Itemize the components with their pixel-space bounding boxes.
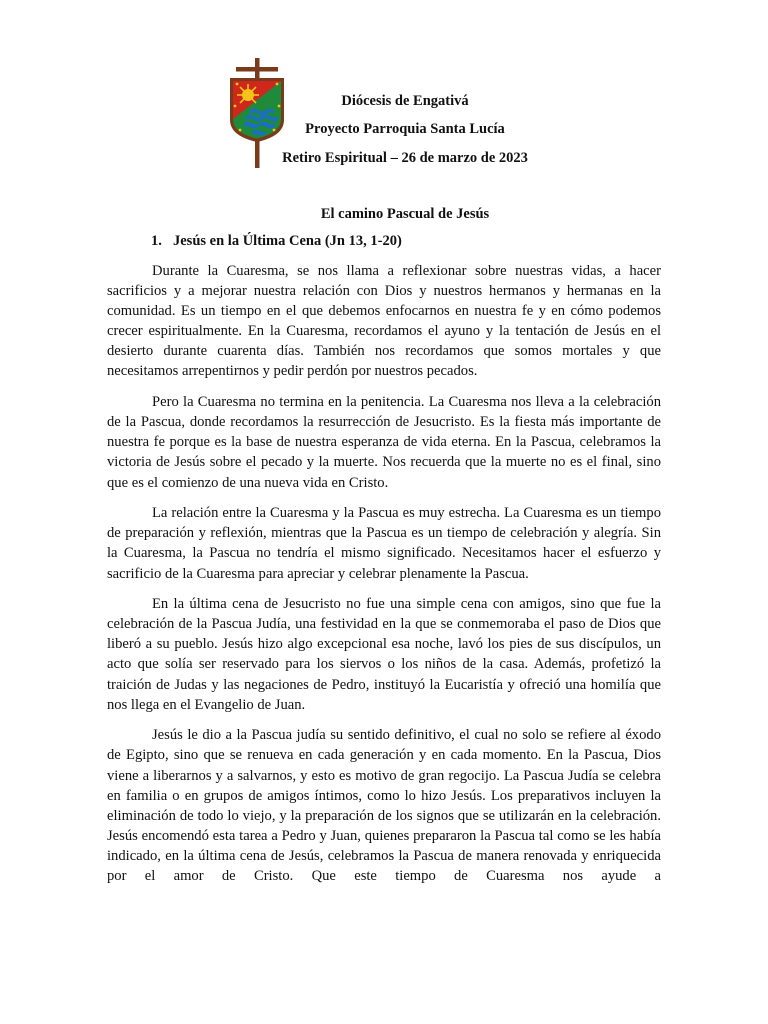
paragraph: Jesús le dio a la Pascua judía su sentido definitivo, el cual no solo se refiere al éxodo de Egipto, sino que se renueva en cada generación y en cada momento. En la Pascua, Dios viene a liberarnos y a salvarnos, y esto es motivo de gran regocijo. La Pascua Judía se celebra en familia o en grupos de amigos íntimos, como lo hizo Jesús. Los preparativos incluyen la eliminación de todo lo viejo, y la preparación de los signos que se utilizarán en la celebración. Jesús encomendó esta tarea a Pedro y Juan, quienes prepararon la Pascua tal como se les había indicado, en la última cena de Jesús, celebramos la Pascua de manera renovada y enriquecida por el amor de Cristo. Que este tiempo de Cuaresma nos ayude a [107, 727, 661, 884]
paragraph: En la última cena de Jesucristo no fue una simple cena con amigos, sino que fue la celebración de la Pascua Judía, una festividad en la que se conmemoraba el paso de Dios que liberó a su pueblo. Jesús hizo algo excepcional esa noche, lavó los pies de sus discípulos, un acto que solía ser reservado para los siervos o los niños de la casa. Además, profetizó la traición de Judas y las negaciones de Pedro, instituyó la Eucaristía y ofreció una homilía que nos llega en el Evangelio de Juan. [107, 596, 661, 713]
parish-project: Proyecto Parroquia Santa Lucía [305, 121, 505, 137]
section-title: Jesús en la Última Cena (Jn 13, 1-20) [173, 233, 402, 249]
paragraph: La relación entre la Cuaresma y la Pascua es muy estrecha. La Cuaresma es un tiempo de preparación y reflexión, mientras que la Pascua es un tiempo de celebración y alegría. Sin la Cuaresma, la Pascua no tendría el mismo significado. Necesitamos hacer el esfuerzo y sacrificio de la Cuaresma para apreciar y celebrar plenamente la Pascua. [107, 505, 661, 582]
paragraph: Pero la Cuaresma no termina en la penitencia. La Cuaresma nos lleva a la celebración de la Pascua, donde recordamos la resurrección de Jesucristo. Es la fiesta más importante de nuestra fe porque es la base de nuestra esperanza de vida eterna. En la Pascua, celebramos la victoria de Jesús sobre el pecado y la muerte. Nos recuerda que la muerte no es el final, sino que es el comienzo de una nueva vida en Cristo. [107, 394, 661, 491]
section-heading [151, 232, 402, 250]
body-text [107, 261, 661, 897]
document-title: El camino Pascual de Jesús [320, 206, 490, 222]
paragraph: Durante la Cuaresma, se nos llama a reflexionar sobre nuestras vidas, a hacer sacrificios y a mejorar nuestra relación con Dios y nuestros hermanos y hermanas en la comunidad. Es un tiempo en el que debemos enfocarnos en nuestra fe y en cómo podemos crecer espiritualmente. En la Cuaresma, recordamos el ayuno y la tentación de Jesús en el desierto durante cuarenta días. También nos recordamos que somos mortales y que necesitamos arrepentirnos y pedir perdón por nuestros pecados. [107, 263, 661, 380]
section-number: 1. [151, 233, 162, 249]
retreat-date: Retiro Espiritual – 26 de marzo de 2023 [282, 150, 528, 166]
diocese-name: Diócesis de Engativá [341, 93, 469, 109]
